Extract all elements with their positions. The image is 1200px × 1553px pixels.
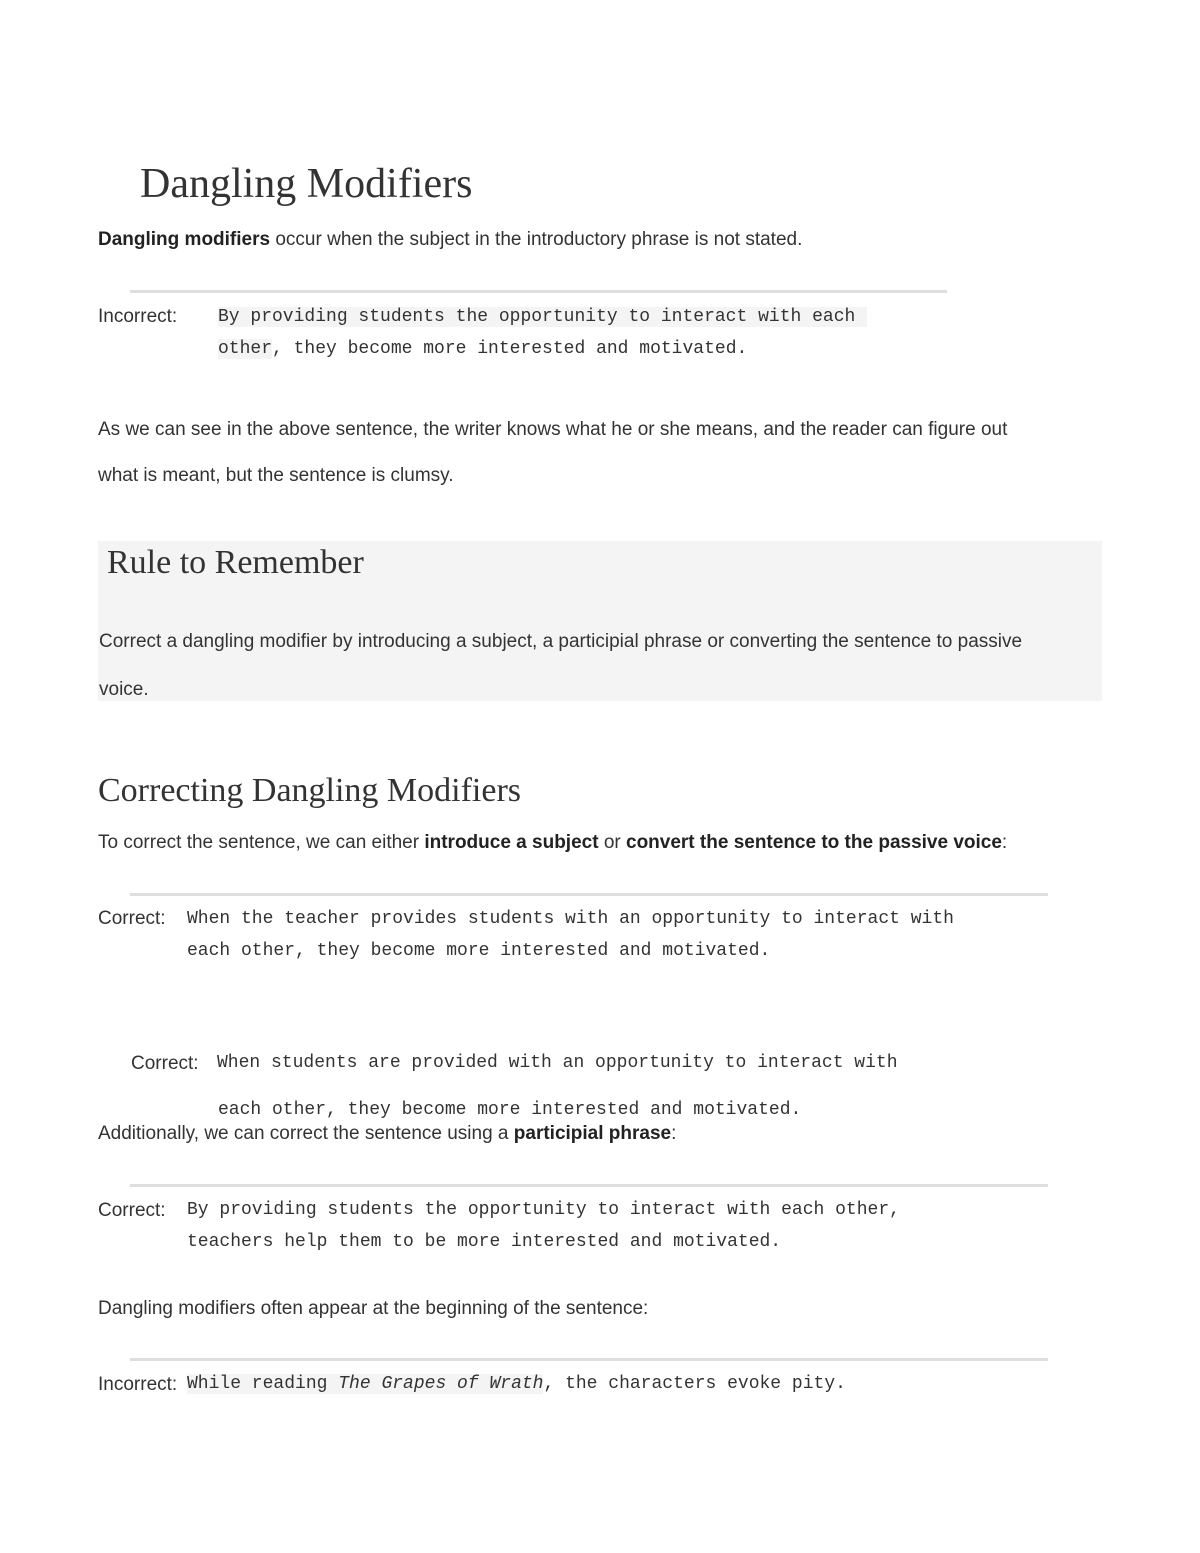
page-title: Dangling Modifiers — [140, 161, 473, 207]
example-label: Correct: — [98, 908, 166, 929]
rule-heading: Rule to Remember — [107, 544, 364, 581]
code-text-shaded: other — [218, 339, 273, 359]
code-line: teachers help them to be more interested and motivated. — [187, 1232, 782, 1252]
intro-text: occur when the subject in the introductory phrase is not stated. — [270, 229, 803, 250]
code-text: , they become more interested and motivated. — [272, 339, 748, 359]
text: : — [1001, 832, 1008, 853]
code-line — [218, 336, 747, 362]
code-line: each other, they become more interested and motivated. — [187, 941, 771, 961]
code-line: each other, they become more interested and motivated. — [218, 1100, 802, 1120]
example-label: Correct: — [131, 1053, 199, 1074]
example-label: Incorrect: — [98, 1374, 178, 1395]
example-label: Correct: — [98, 1200, 166, 1221]
intro-paragraph — [98, 228, 802, 252]
text: To correct the sentence, we can either — [98, 832, 425, 853]
intro-term: Dangling modifiers — [98, 229, 271, 250]
text: : — [671, 1123, 677, 1144]
rule-box — [98, 541, 1102, 701]
emphasis: introduce a subject — [424, 832, 599, 853]
code-line — [187, 1371, 846, 1397]
code-text: By providing students the opportunity to interact with each — [218, 307, 867, 327]
code-line: By providing students the opportunity to interact with each other, — [187, 1200, 900, 1220]
section-heading: Correcting Dangling Modifiers — [98, 772, 522, 809]
emphasis: convert the sentence to the passive voice — [626, 832, 1002, 853]
text: or — [598, 832, 626, 853]
divider — [130, 893, 1048, 896]
text: Additionally, we can correct the sentence using a — [98, 1123, 514, 1144]
code-line: When the teacher provides students with an opportunity to interact with — [187, 909, 954, 929]
explanation-line: As we can see in the above sentence, the writer knows what he or she means, and the reader can figure out — [98, 419, 1008, 440]
explanation-line: what is meant, but the sentence is clumsy. — [98, 465, 454, 486]
divider — [130, 290, 947, 293]
book-title: The Grapes of Wrath — [338, 1374, 544, 1394]
emphasis: participial phrase — [513, 1123, 672, 1144]
example-label: Incorrect: — [98, 306, 178, 327]
rule-text-line: Correct a dangling modifier by introducing a subject, a participial phrase or converting the sentence to passive — [99, 631, 1023, 652]
divider — [130, 1358, 1048, 1361]
participial-paragraph — [98, 1122, 676, 1146]
divider — [130, 1184, 1048, 1187]
code-text: , the characters evoke pity. — [543, 1374, 846, 1394]
note-paragraph: Dangling modifiers often appear at the beginning of the sentence: — [98, 1298, 649, 1319]
code-line — [218, 304, 867, 330]
code-line: When students are provided with an opportunity to interact with — [217, 1053, 898, 1073]
code-text-shaded: While reading — [187, 1374, 339, 1394]
section-intro — [98, 831, 1007, 855]
rule-text-line: voice. — [99, 679, 149, 700]
